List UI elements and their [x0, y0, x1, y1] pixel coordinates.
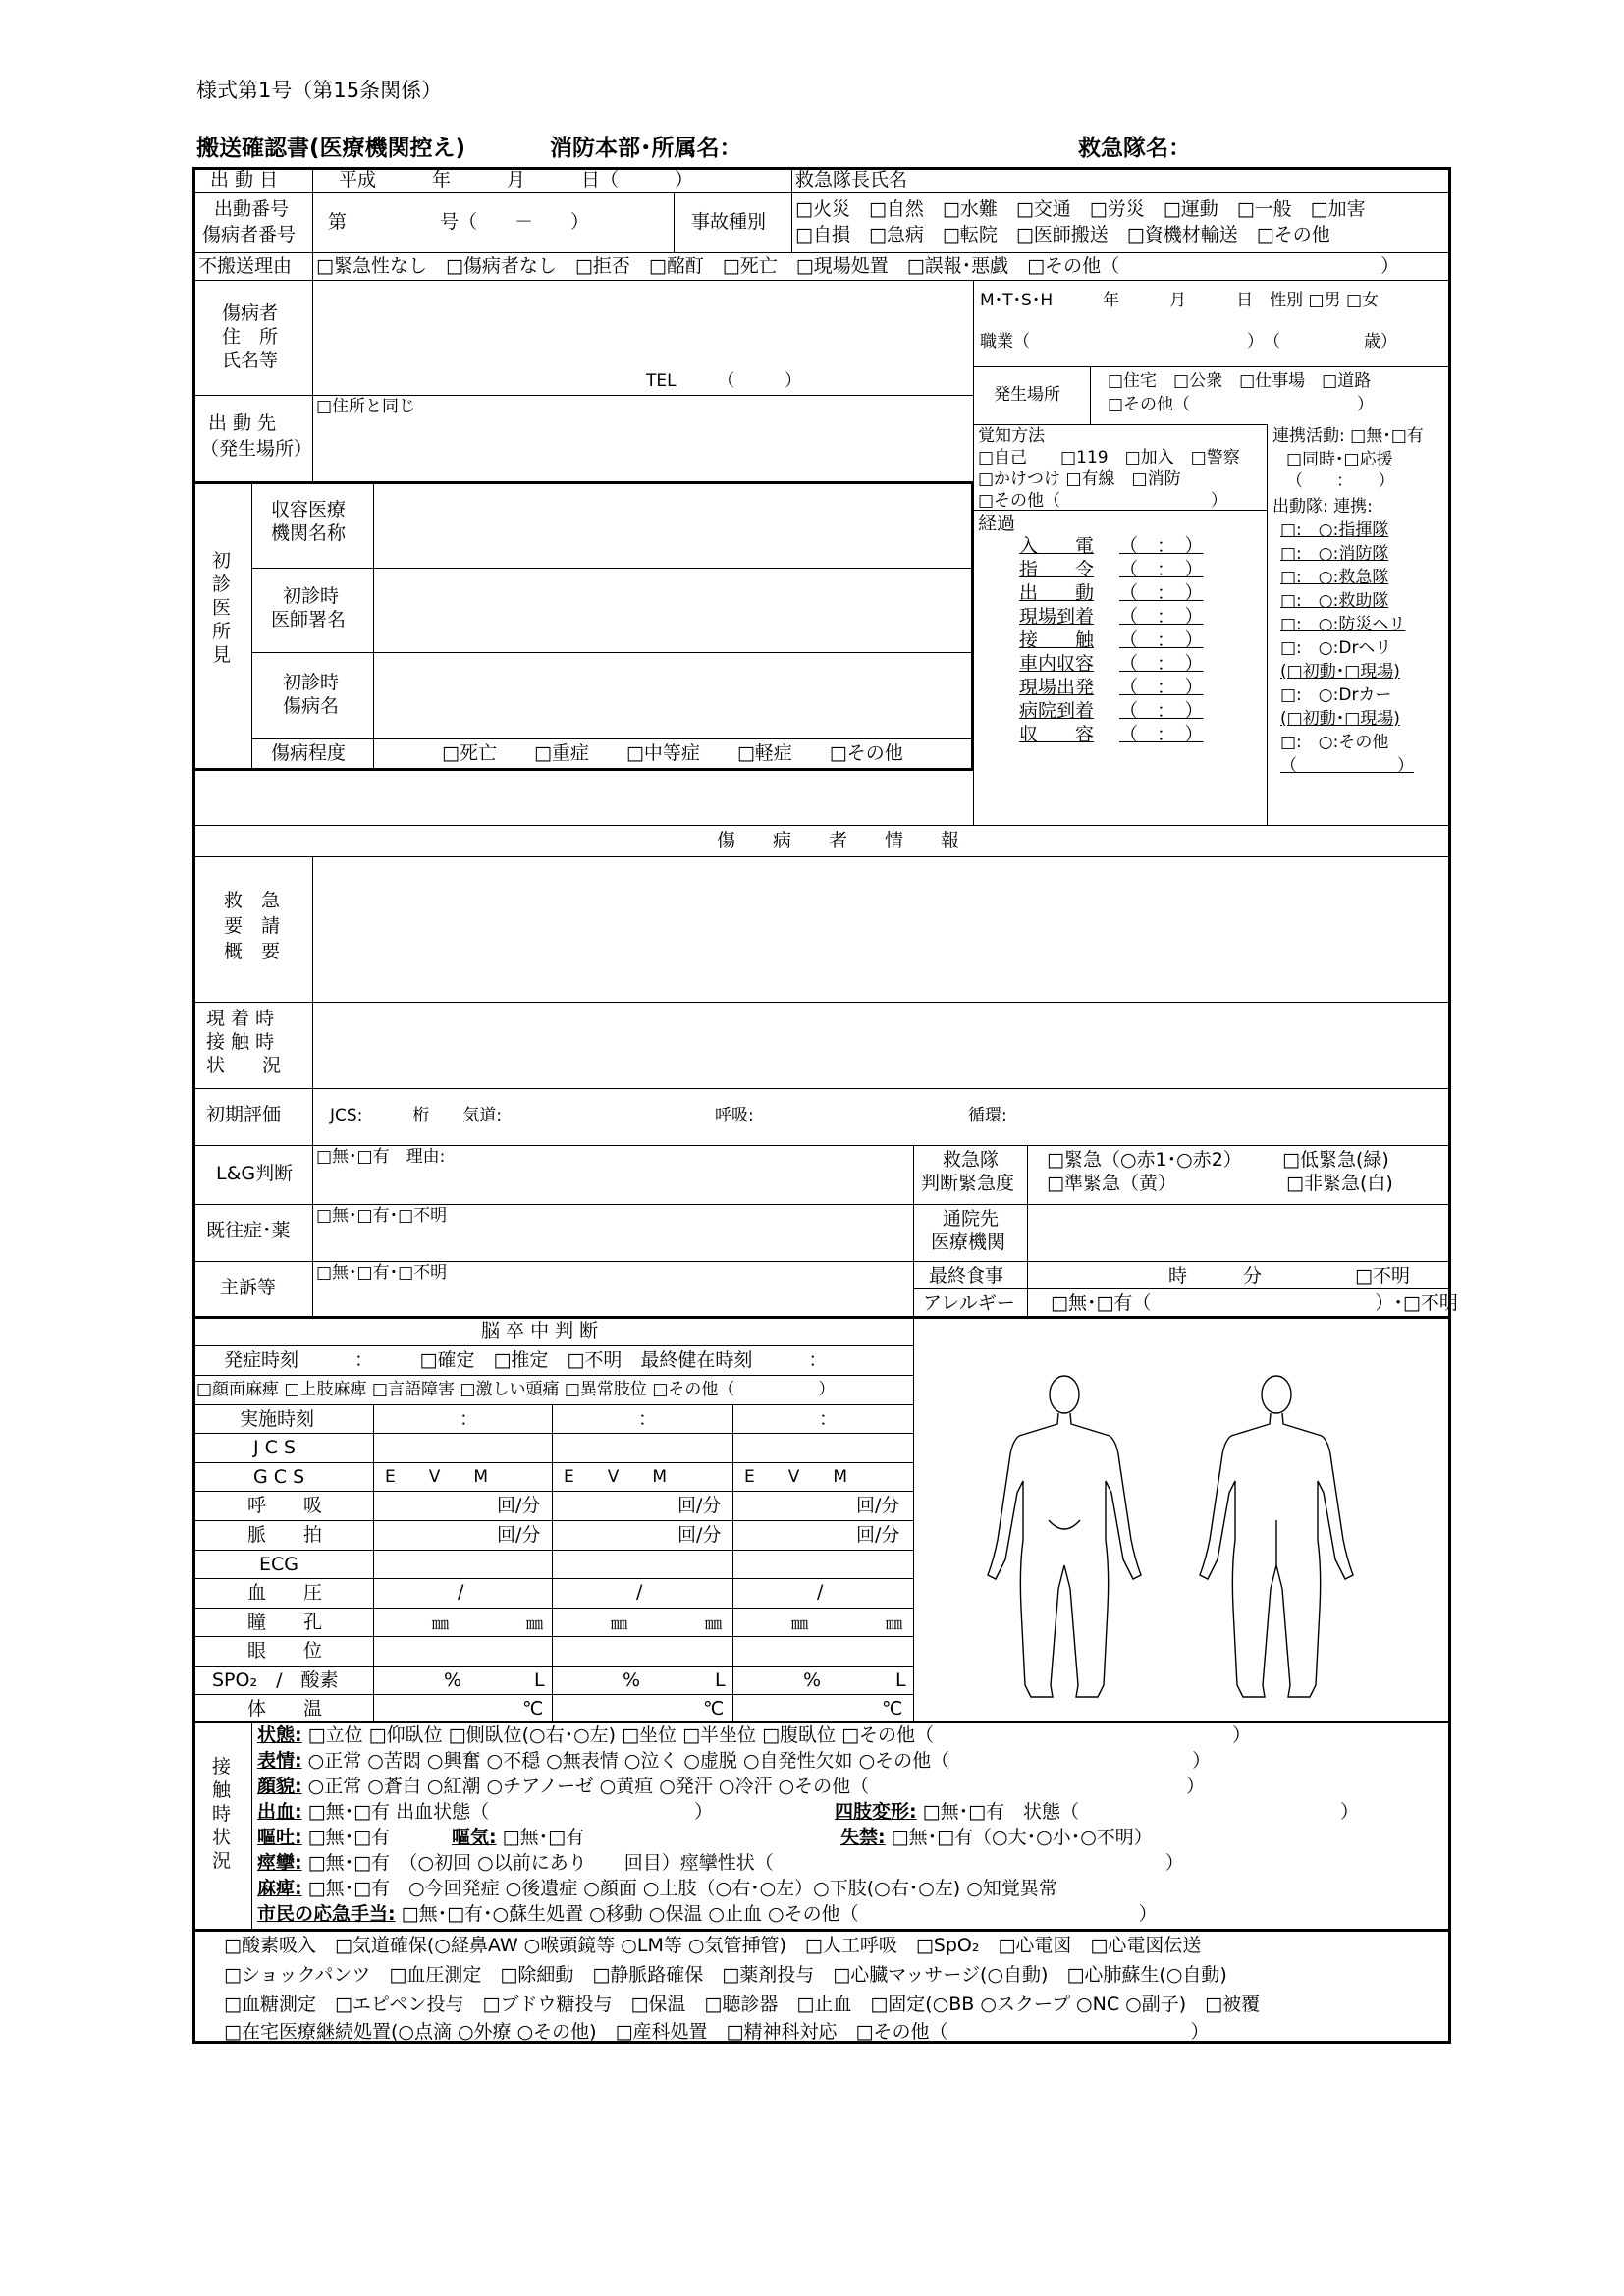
clinic-label-2: 医療機関	[931, 1231, 1006, 1253]
circulation-field[interactable]: 循環:	[968, 1106, 1007, 1125]
arrival-label-3: 状 況	[206, 1055, 282, 1076]
vitals-resp[interactable]: 回/分	[677, 1495, 722, 1516]
urgency-label-1: 救急隊	[943, 1149, 1000, 1171]
allergy-value[interactable]: □無･□有（ ）･□不明	[1051, 1292, 1458, 1314]
vitals-temp[interactable]: ℃	[522, 1698, 544, 1720]
jcs-airway-field[interactable]: JCS: 桁 気道:	[330, 1106, 503, 1125]
tel-label[interactable]: TEL （ ）	[646, 371, 802, 391]
step-time[interactable]: （ ： ）	[1119, 653, 1204, 675]
squad-5[interactable]: □: ○:Drヘリ	[1280, 638, 1392, 658]
dispatch-date-label: 出 動 日	[210, 169, 279, 191]
contact-status-options[interactable]: □立位 □仰臥位 □側臥位(○右･○左) □坐位 □半坐位 □腹臥位 □その他（ ）	[301, 1724, 1252, 1746]
place-options-line2[interactable]: □その他（ ）	[1108, 395, 1375, 414]
contact-vomit-label: 嘔吐:	[257, 1827, 302, 1848]
same-address-checkbox[interactable]: □住所と同じ	[316, 397, 416, 416]
accident-type-label: 事故種別	[691, 211, 767, 233]
nausea-label: 嘔気:	[452, 1827, 497, 1848]
arrival-label-2: 接 触 時	[206, 1031, 275, 1053]
initial-eval-label: 初期評価	[206, 1104, 282, 1125]
vitals-spo2-pct[interactable]: %	[623, 1669, 641, 1691]
first-exam-v2: 医	[212, 597, 232, 619]
dispatch-date-value[interactable]: 平成 年 月 日（ ）	[339, 169, 694, 191]
breathing-field[interactable]: 呼吸:	[715, 1106, 754, 1125]
squad-10[interactable]: （ ）	[1280, 756, 1414, 776]
complaint-value[interactable]: □無･□有･□不明	[316, 1263, 448, 1283]
squad-9[interactable]: □: ○:その他	[1280, 733, 1389, 752]
vitals-pupil-l[interactable]: ㎜	[432, 1614, 449, 1634]
treatment-line-3[interactable]: □血糖測定 □エピペン投与 □ブドウ糖投与 □保温 □聴診器 □止血 □固定(○BB ○スクープ ○NC ○副子) □被覆	[224, 1994, 1261, 2015]
step-5: 車内収容	[1019, 653, 1095, 675]
vitals-pupil-r[interactable]: ㎜	[705, 1614, 722, 1634]
complaint-label: 主訴等	[220, 1277, 277, 1298]
lg-value[interactable]: □無･□有 理由:	[316, 1147, 446, 1167]
contact-paralysis-label: 麻痺:	[257, 1878, 302, 1899]
first-exam-v3: 所	[212, 621, 232, 642]
request-label-3: 概 要	[224, 941, 281, 962]
vitals-time[interactable]: ：	[460, 1408, 479, 1430]
step-time[interactable]: （ ： ）	[1119, 582, 1204, 604]
step-8: 収 容	[1019, 724, 1095, 745]
accident-types-line2[interactable]: □自損 □急病 □転院 □医師搬送 □資機材輸送 □その他	[795, 224, 1330, 246]
treatment-line-4[interactable]: □在宅医療継続処置(○点滴 ○外療 ○その他) □産科処置 □精神科対応 □その他（ ）	[224, 2021, 1210, 2043]
vitals-row-label: 眼 位	[247, 1640, 323, 1662]
hospital-label-1: 収容医療	[271, 499, 347, 520]
contact-bleeding-label: 出血:	[257, 1801, 302, 1823]
occupation-age-field[interactable]: 職業（ ） （ 歳）	[980, 332, 1397, 352]
step-time[interactable]: （ ： ）	[1119, 559, 1204, 580]
urgency-emergent[interactable]: □緊急（○赤1･○赤2）	[1047, 1149, 1242, 1171]
vitals-gcs[interactable]: E V M	[564, 1467, 668, 1487]
contact-seizure-label: 痙攣:	[257, 1852, 302, 1874]
urgency-semi[interactable]: □準緊急（黄）	[1047, 1173, 1176, 1194]
vitals-row-label: 血 圧	[247, 1582, 323, 1604]
contact-face-options[interactable]: ○正常 ○苦悶 ○興奮 ○不穏 ○無表情 ○泣く ○虚脱 ○自発性欠如 ○その他（ ）	[301, 1750, 1212, 1772]
patient-label: 傷病者	[222, 302, 279, 324]
contact-firstaid-options[interactable]: □無･□有･○蘇生処置 ○移動 ○保温 ○止血 ○その他（ ）	[395, 1903, 1158, 1925]
incontinence-options[interactable]: □無･□有（○大･○小･○不明）	[885, 1827, 1153, 1848]
vitals-spo2-pct[interactable]: %	[803, 1669, 822, 1691]
contact-status-label: 状態:	[257, 1724, 302, 1746]
vitals-temp[interactable]: ℃	[882, 1698, 903, 1720]
step-time[interactable]: （ ： ）	[1119, 629, 1204, 651]
site-sublabel: （発生場所）	[200, 438, 313, 460]
step-time[interactable]: （ ： ）	[1119, 724, 1204, 745]
contact-seizure-options[interactable]: □無･□有 （○初回 ○以前にあり 回目）痙攣性状（ ）	[301, 1852, 1184, 1874]
squad-6[interactable]: (□初動･□現場)	[1280, 662, 1400, 682]
no-transport-options[interactable]: □緊急性なし □傷病者なし □拒否 □酩酊 □死亡 □現場処置 □誤報･悪戯 □その他（ ）	[316, 255, 1400, 277]
step-time[interactable]: （ ： ）	[1119, 700, 1204, 722]
contact-vomit-options[interactable]: □無･□有	[301, 1827, 409, 1848]
vitals-row-label: 脈 拍	[247, 1524, 323, 1546]
vitals-bp[interactable]: /	[636, 1581, 643, 1603]
vitals-pulse[interactable]: 回/分	[677, 1524, 722, 1546]
treatment-line-1[interactable]: □酸素吸入 □気道確保(○経鼻AW ○喉頭鏡等 ○LM等 ○気管挿管) □人工呼吸 □SpO₂ □心電図 □心電図伝送	[224, 1935, 1202, 1956]
allergy-label: アレルギー	[923, 1292, 1015, 1314]
request-label-2: 要 請	[224, 915, 281, 937]
squad-3[interactable]: □: ○:救助隊	[1280, 591, 1389, 611]
form-title: 搬送確認書(医療機関控え)	[196, 136, 466, 161]
lg-label: L&G判断	[216, 1163, 294, 1184]
awareness-line3[interactable]: □その他（ ）	[978, 491, 1228, 511]
captain-label: 救急隊長氏名	[795, 169, 908, 191]
treatment-line-2[interactable]: □ショックパンツ □血圧測定 □除細動 □静脈路確保 □薬剤投与 □心臓マッサージ(○自動) □心肺蘇生(○自動)	[224, 1964, 1227, 1986]
vitals-bp[interactable]: /	[458, 1581, 464, 1603]
coop-line3[interactable]: （ ： ）	[1286, 471, 1395, 491]
occurrence-place-label: 発生場所	[994, 385, 1060, 405]
stroke-title: 脳 卒 中 判 断	[481, 1320, 599, 1341]
vitals-time[interactable]: ：	[819, 1408, 839, 1430]
first-exam-v0: 初	[212, 550, 232, 572]
squad-7[interactable]: □: ○:Drカー	[1280, 685, 1392, 705]
contact-complexion-label: 顔貌:	[257, 1776, 302, 1797]
doctor-label-2: 医師署名	[271, 609, 347, 630]
last-meal-value[interactable]: 時 分 □不明	[1168, 1265, 1410, 1286]
vitals-bp[interactable]: /	[817, 1581, 824, 1603]
name-label: 氏名等	[222, 350, 279, 371]
dispatch-no-value[interactable]: 第 号（ － ）	[328, 211, 590, 233]
contact-complexion-options[interactable]: ○正常 ○蒼白 ○紅潮 ○チアノーゼ ○黄疸 ○発汗 ○冷汗 ○その他（ ）	[301, 1776, 1206, 1797]
vitals-row-label: SPO₂ / 酸素	[212, 1669, 339, 1691]
vitals-gcs[interactable]: E V M	[385, 1467, 489, 1487]
squad-4[interactable]: □: ○:防災ヘリ	[1280, 615, 1406, 634]
form-number: 様式第1号（第15条関係）	[196, 79, 443, 102]
no-transport-label: 不搬送理由	[198, 255, 293, 277]
squad-2[interactable]: □: ○:救急隊	[1280, 568, 1389, 587]
dispatch-no-label: 出動番号	[214, 198, 290, 220]
awareness-line2[interactable]: □かけつけ □有線 □消防	[978, 469, 1181, 489]
progress-title: 経過	[978, 513, 1016, 534]
first-exam-v1: 診	[212, 574, 232, 595]
vitals-time[interactable]: ：	[638, 1408, 658, 1430]
severity-options[interactable]: □死亡 □重症 □中等症 □軽症 □その他	[442, 742, 903, 764]
awareness-title: 覚知方法	[978, 426, 1045, 446]
nausea-options[interactable]: □無･□有	[496, 1827, 585, 1848]
hospital-label-2: 機関名称	[271, 522, 347, 544]
patient-no-label: 傷病者番号	[202, 224, 297, 246]
patient-info-banner: 傷 病 者 情 報	[717, 830, 960, 851]
diag-label-2: 傷病名	[283, 695, 340, 717]
vitals-pupil-r[interactable]: ㎜	[886, 1614, 902, 1634]
request-label-1: 救 急	[224, 890, 281, 911]
squad-8[interactable]: (□初動･□現場)	[1280, 709, 1400, 729]
vitals-resp[interactable]: 回/分	[856, 1495, 900, 1516]
stroke-onset[interactable]: 発症時刻 ： □確定 □推定 □不明 最終健在時刻 ：	[224, 1349, 828, 1371]
vitals-pulse[interactable]: 回/分	[856, 1524, 900, 1546]
step-1: 指 令	[1019, 559, 1095, 580]
last-meal-label: 最終食事	[929, 1265, 1004, 1286]
urgency-label-2: 判断緊急度	[921, 1173, 1015, 1194]
vitals-row-label: G C S	[253, 1466, 305, 1488]
vitals-row-label: 体 温	[247, 1698, 323, 1720]
coop-line2[interactable]: □同時･□応援	[1286, 450, 1393, 469]
vitals-temp[interactable]: ℃	[703, 1698, 725, 1720]
accident-types-line1[interactable]: □火災 □自然 □水難 □交通 □労災 □運動 □一般 □加害	[795, 198, 1366, 220]
diag-label-1: 初診時	[283, 672, 340, 693]
squad-0[interactable]: □: ○:指揮隊	[1280, 520, 1389, 540]
contact-v0: 接	[212, 1756, 232, 1777]
contact-v4: 況	[212, 1850, 232, 1872]
step-4: 接 触	[1019, 629, 1095, 651]
squad-title: 出動隊: 連携:	[1272, 497, 1373, 517]
awareness-line1[interactable]: □自己 □119 □加入 □警察	[978, 448, 1240, 467]
contact-bleeding-options[interactable]: □無･□有 出血状態（ ）	[301, 1801, 714, 1823]
limb-deformity-label: 四肢変形:	[835, 1801, 917, 1823]
urgency-low[interactable]: □低緊急(緑)	[1282, 1149, 1389, 1171]
incontinence-label: 失禁:	[840, 1827, 886, 1848]
first-exam-v4: 見	[212, 644, 232, 666]
address-label: 住 所	[222, 326, 279, 348]
severity-label: 傷病程度	[271, 742, 347, 764]
squad-1[interactable]: □: ○:消防隊	[1280, 544, 1389, 564]
history-value[interactable]: □無･□有･□不明	[316, 1206, 448, 1226]
vitals-row-label: 実施時刻	[240, 1408, 315, 1430]
vitals-resp[interactable]: 回/分	[497, 1495, 541, 1516]
vitals-row-label: 瞳 孔	[247, 1612, 323, 1633]
birth-sex-field[interactable]: M･T･S･H 年 月 日 性別 □男 □女	[980, 291, 1380, 310]
step-7: 病院到着	[1019, 700, 1095, 722]
vitals-row-label: 呼 吸	[247, 1495, 323, 1516]
place-options-line1[interactable]: □住宅 □公衆 □仕事場 □道路	[1108, 371, 1372, 391]
step-time[interactable]: （ ： ）	[1119, 606, 1204, 628]
contact-v1: 触	[212, 1779, 232, 1801]
contact-v3: 状	[212, 1827, 232, 1848]
step-3: 現場到着	[1019, 606, 1095, 628]
vitals-gcs[interactable]: E V M	[744, 1467, 848, 1487]
vitals-row-label: ECG	[259, 1554, 298, 1575]
vitals-pulse[interactable]: 回/分	[497, 1524, 541, 1546]
vitals-row-label: J C S	[253, 1437, 297, 1458]
contact-paralysis-options[interactable]: □無･□有 ○今回発症 ○後遺症 ○顔面 ○上肢（○右･○左）○下肢(○右･○左) ○知覚異常	[301, 1878, 1057, 1899]
contact-firstaid-label: 市民の応急手当:	[257, 1903, 396, 1925]
vitals-pupil-l[interactable]: ㎜	[791, 1614, 808, 1634]
contact-v2: 時	[212, 1803, 232, 1825]
contact-face-label: 表情:	[257, 1750, 302, 1772]
vitals-pupil-r[interactable]: ㎜	[526, 1614, 543, 1634]
limb-deformity-options[interactable]: □無･□有 状態（ ）	[916, 1801, 1360, 1823]
vitals-spo2-l[interactable]: L	[895, 1669, 906, 1691]
fire-dept-label: 消防本部･所属名：	[550, 136, 742, 161]
vitals-spo2-pct[interactable]: %	[444, 1669, 462, 1691]
arrival-label-1: 現 着 時	[206, 1008, 275, 1029]
step-time[interactable]: （ ： ）	[1119, 535, 1204, 557]
step-2: 出 動	[1019, 582, 1095, 604]
coop-title[interactable]: 連携活動: □無･□有	[1272, 426, 1424, 446]
history-label: 既往症･薬	[206, 1220, 291, 1241]
step-0: 入 電	[1019, 535, 1095, 557]
step-time[interactable]: （ ： ）	[1119, 677, 1204, 698]
site-label: 出 動 先	[208, 412, 277, 434]
vitals-spo2-l[interactable]: L	[534, 1669, 545, 1691]
body-diagram-icon[interactable]	[982, 1365, 1434, 1699]
vitals-pupil-l[interactable]: ㎜	[611, 1614, 627, 1634]
team-name-label: 救急隊名：	[1078, 136, 1191, 161]
urgency-non[interactable]: □非緊急(白)	[1286, 1173, 1393, 1194]
clinic-label-1: 通院先	[943, 1208, 1000, 1230]
doctor-label-1: 初診時	[283, 585, 340, 607]
vitals-spo2-l[interactable]: L	[715, 1669, 726, 1691]
step-6: 現場出発	[1019, 677, 1095, 698]
stroke-signs[interactable]: □顔面麻痺 □上肢麻痺 □言語障害 □激しい頭痛 □異常肢位 □その他（ ）	[196, 1380, 836, 1399]
